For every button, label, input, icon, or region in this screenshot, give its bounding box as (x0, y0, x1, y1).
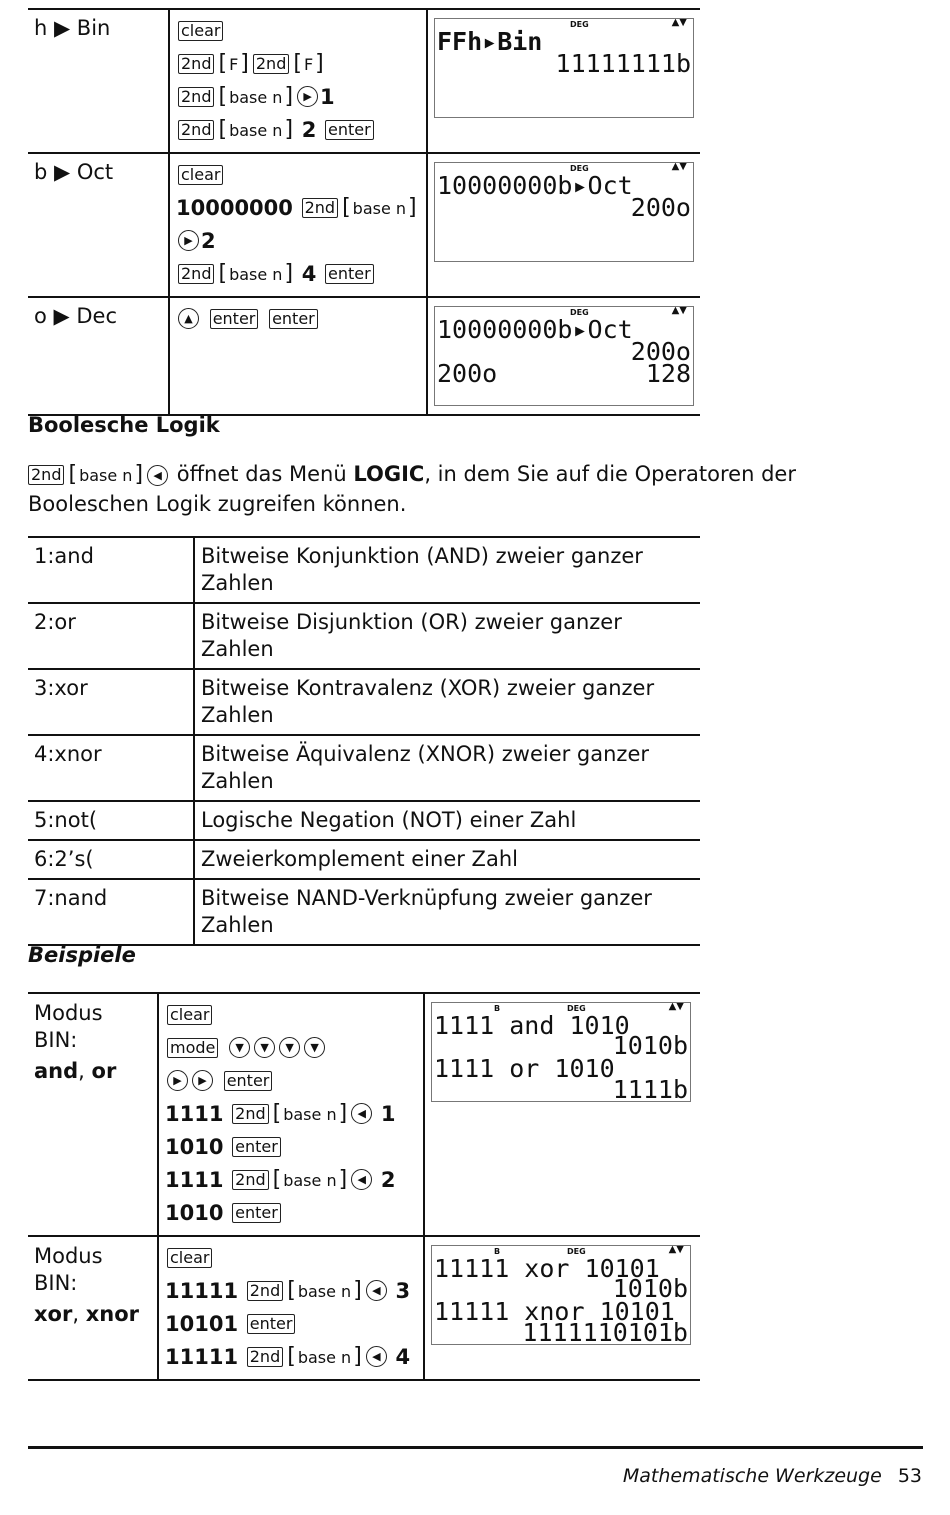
enter-key: enter (247, 1314, 296, 1334)
enter-key: enter (224, 1071, 273, 1091)
down-arrow-icon: ▼ (254, 1037, 275, 1058)
keystrokes (158, 1236, 424, 1380)
keystrokes (169, 9, 427, 153)
page-number: 53 (897, 1465, 922, 1487)
operator-description: Bitweise Äquivalenz (XNOR) zweier ganzer Zahlen (194, 735, 700, 801)
examples-table (28, 992, 700, 1381)
calculator-screen (434, 162, 694, 262)
section-heading: Boolesche Logik (28, 413, 220, 437)
table-row (28, 801, 700, 840)
base-n-key: [ base n ] (287, 1278, 362, 1303)
digit: 2 (301, 117, 317, 142)
left-arrow-icon: ◀ (351, 1103, 372, 1124)
deg-indicator: DEG (570, 164, 589, 173)
operator: 2:or (28, 603, 194, 669)
right-arrow-icon: ▶ (178, 230, 199, 251)
right-arrow-icon: ▶ (192, 1070, 213, 1091)
enter-key: enter (269, 309, 318, 329)
base-n-key: [ base n ] (218, 117, 293, 142)
base-n-key: [ base n ] (342, 195, 417, 220)
second-key: 2nd (302, 198, 338, 218)
second-key: 2nd (232, 1104, 268, 1124)
examples-heading: Beispiele (28, 943, 136, 967)
screen-line: 10000000b▸Oct (437, 315, 633, 344)
down-arrow-icon: ▼ (304, 1037, 325, 1058)
f-key: [ F ] (218, 51, 248, 76)
keystrokes (158, 993, 424, 1236)
base-n-key: [ base n ] (273, 1101, 348, 1126)
table-row (28, 1236, 700, 1380)
table-row (28, 9, 700, 153)
screen-result: 128 (645, 359, 691, 388)
screen-result: 11111111b (555, 49, 691, 78)
table-row (28, 879, 700, 945)
screen-result: 200o (630, 337, 691, 366)
enter-key: enter (232, 1203, 281, 1223)
operator-description: Logische Negation (NOT) einer Zahl (194, 801, 700, 840)
digit: 3 (395, 1278, 411, 1303)
base-n-key: [ base n ] (218, 261, 293, 286)
mode-value: BIN: (34, 1271, 78, 1295)
screen-line: 11111 xnor 10101 (434, 1297, 675, 1326)
up-arrow-icon: ▲ (178, 308, 199, 329)
deg-indicator: DEG (570, 20, 589, 29)
right-arrow-icon: ▶ (167, 1070, 188, 1091)
left-arrow-icon: ◀ (366, 1280, 387, 1301)
operator: 5:not( (28, 801, 194, 840)
number: 1010 (165, 1134, 224, 1159)
number: 1010 (165, 1200, 224, 1225)
screen-cell (427, 153, 700, 297)
screen-line: 11111 xor 10101 (434, 1254, 660, 1283)
second-key: 2nd (232, 1170, 268, 1190)
deg-indicator: DEG (567, 1247, 586, 1256)
screen-line: 200o (437, 359, 498, 388)
operator: 4:xnor (28, 735, 194, 801)
operator: 6:2’s( (28, 840, 194, 879)
conversion-table (28, 8, 700, 416)
clear-key: clear (167, 1005, 212, 1025)
operator-name: xor (34, 1302, 73, 1326)
mode-key: mode (167, 1038, 218, 1058)
para-text: öffnet das Menü (176, 462, 347, 486)
operator: 1:and (28, 537, 194, 603)
mode-label: Modus (34, 1001, 103, 1025)
example-mode (28, 993, 158, 1236)
screen-cell (424, 1236, 700, 1380)
screen-cell (427, 9, 700, 153)
down-arrow-icon: ▼ (279, 1037, 300, 1058)
operator-description: Bitweise NAND-Verknüpfung zweier ganzer Zahlen (194, 879, 700, 945)
footer-title: Mathematische Werkzeuge (622, 1465, 882, 1487)
base-n-key: [ base n ] (68, 461, 143, 490)
screen-cell (427, 297, 700, 415)
digit: 2 (201, 228, 216, 253)
table-row (28, 735, 700, 801)
operator: 7:nand (28, 879, 194, 945)
base-indicator: B (494, 1004, 501, 1013)
number: 1111 (165, 1101, 224, 1126)
second-key: 2nd (178, 54, 214, 74)
right-arrow-icon: ▶ (297, 86, 318, 107)
left-arrow-icon: ◀ (147, 465, 168, 486)
separator: , (78, 1059, 92, 1083)
screen-result: 1010b (612, 1274, 688, 1303)
digit: 1 (380, 1101, 396, 1126)
second-key: 2nd (247, 1347, 283, 1367)
mode-label: Modus (34, 1244, 103, 1268)
conversion-label: h ▶ Bin (28, 9, 169, 153)
screen-line: 1111 or 1010 (434, 1054, 615, 1083)
screen-line: 1111 and 1010 (434, 1011, 630, 1040)
table-row (28, 993, 700, 1236)
operator-description: Zweierkomplement einer Zahl (194, 840, 700, 879)
enter-key: enter (210, 309, 259, 329)
operator-description: Bitweise Kontravalenz (XOR) zweier ganzer Zahlen (194, 669, 700, 735)
para-text: , in dem Sie auf die Operatoren der Booleschen Logik zugreifen können. (28, 462, 796, 516)
page-footer (623, 1465, 922, 1487)
deg-indicator: DEG (570, 308, 589, 317)
screen-line: 10000000b▸Oct (437, 171, 633, 200)
calculator-screen (431, 1245, 691, 1345)
example-mode (28, 1236, 158, 1380)
deg-indicator: DEG (567, 1004, 586, 1013)
digit: 4 (395, 1344, 411, 1369)
footer-rule (28, 1446, 923, 1449)
operator: 3:xor (28, 669, 194, 735)
number: 11111 (165, 1278, 239, 1303)
table-row (28, 297, 700, 415)
mode-value: BIN: (34, 1028, 78, 1052)
number: 1111 (165, 1167, 224, 1192)
digit: 4 (301, 261, 317, 286)
scroll-arrows-icon: ▲▼ (671, 162, 687, 172)
logic-menu-name: LOGIC (353, 462, 425, 486)
scroll-arrows-icon: ▲▼ (671, 18, 687, 28)
enter-key: enter (325, 120, 374, 140)
f-key: [ F ] (293, 51, 323, 76)
keystrokes (169, 297, 427, 415)
operator-description: Bitweise Konjunktion (AND) zweier ganzer Zahlen (201, 544, 643, 595)
screen-cell (424, 993, 700, 1236)
digit: 2 (380, 1167, 396, 1192)
scroll-arrows-icon: ▲▼ (668, 1245, 684, 1255)
screen-result: 1010b (612, 1031, 688, 1060)
second-key: 2nd (178, 264, 214, 284)
base-indicator: B (494, 1247, 501, 1256)
logic-intro-paragraph (28, 460, 923, 518)
keystrokes (169, 153, 427, 297)
digit: 1 (320, 84, 335, 109)
calculator-screen (434, 306, 694, 406)
calculator-screen (434, 18, 694, 118)
table-row (28, 603, 700, 669)
separator: , (72, 1302, 86, 1326)
operator-name: and (34, 1059, 79, 1083)
clear-key: clear (178, 21, 223, 41)
calculator-screen (431, 1002, 691, 1102)
base-n-key: [ base n ] (287, 1344, 362, 1369)
table-row (28, 537, 700, 603)
second-key: 2nd (253, 54, 289, 74)
operator-name: or (91, 1059, 117, 1083)
screen-result: 200o (630, 193, 691, 222)
screen-line: FFh▸Bin (437, 27, 543, 56)
second-key: 2nd (178, 87, 214, 107)
down-arrow-icon: ▼ (229, 1037, 250, 1058)
operator-name: xnor (85, 1302, 139, 1326)
operator-description: Bitweise Disjunktion (OR) zweier ganzer Zahlen (194, 603, 700, 669)
table-row (28, 840, 700, 879)
second-key: 2nd (247, 1281, 283, 1301)
table-row (28, 153, 700, 297)
second-key: 2nd (28, 465, 64, 485)
clear-key: clear (167, 1248, 212, 1268)
left-arrow-icon: ◀ (366, 1346, 387, 1367)
table-row (28, 669, 700, 735)
enter-key: enter (232, 1137, 281, 1157)
clear-key: clear (178, 165, 223, 185)
conversion-label: o ▶ Dec (28, 297, 169, 415)
number: 10000000 (176, 195, 293, 220)
number: 11111 (165, 1344, 239, 1369)
scroll-arrows-icon: ▲▼ (668, 1002, 684, 1012)
base-n-key: [ base n ] (273, 1167, 348, 1192)
base-n-key: [ base n ] (218, 84, 293, 109)
logic-table (28, 536, 700, 946)
second-key: 2nd (178, 120, 214, 140)
screen-result: 1111110101b (522, 1318, 688, 1345)
enter-key: enter (325, 264, 374, 284)
conversion-label: b ▶ Oct (28, 153, 169, 297)
scroll-arrows-icon: ▲▼ (671, 306, 687, 316)
screen-result: 1111b (612, 1075, 688, 1102)
left-arrow-icon: ◀ (351, 1169, 372, 1190)
number: 10101 (165, 1311, 239, 1336)
